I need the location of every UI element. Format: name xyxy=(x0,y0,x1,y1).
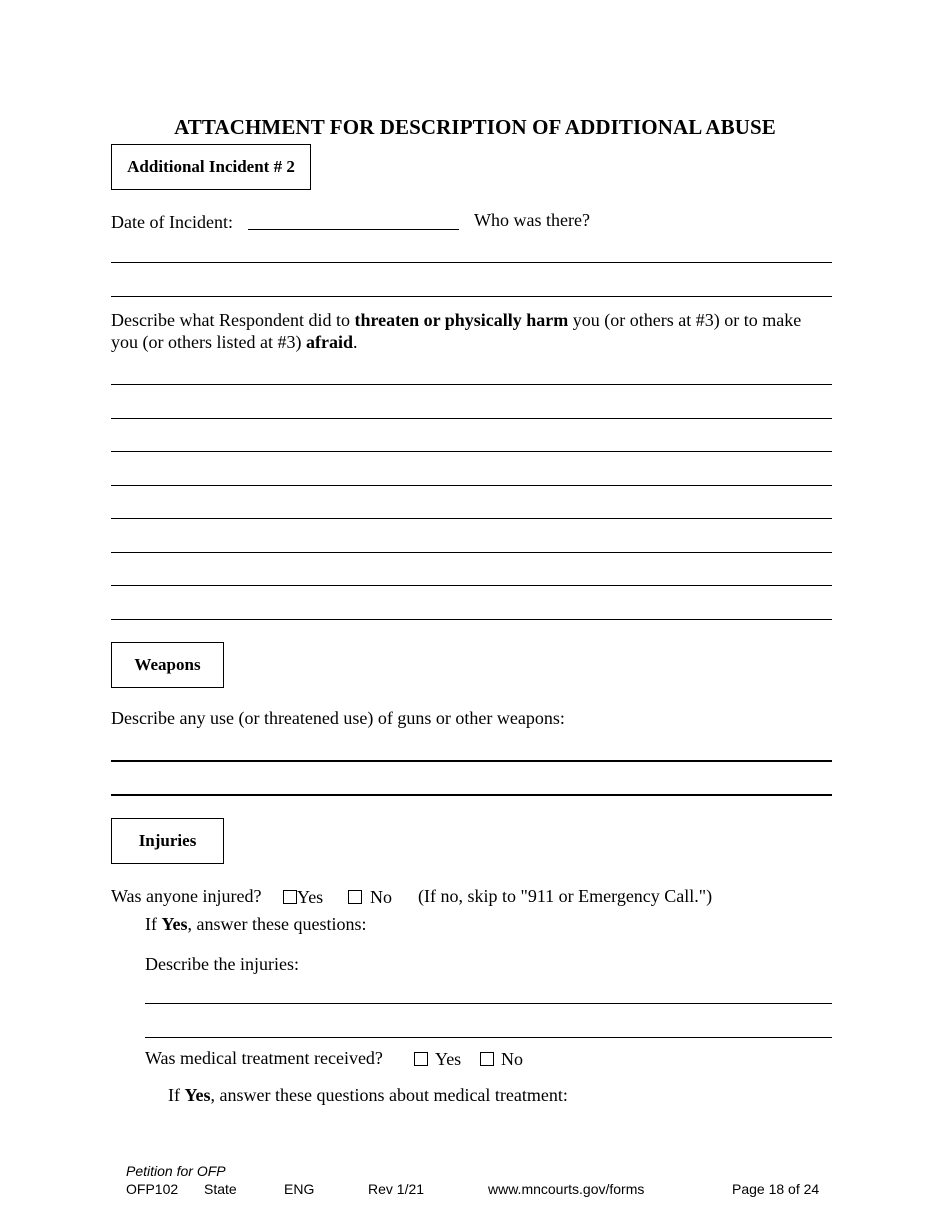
weapons-heading-label: Weapons xyxy=(134,655,201,674)
who-was-there-field-line-2[interactable] xyxy=(111,296,832,297)
medical-yes-label: Yes xyxy=(435,1049,462,1069)
medical-if-yes-rest: , answer these questions about medical treatment: xyxy=(210,1085,568,1105)
medical-if-word: If xyxy=(168,1085,185,1105)
describe-field-line-5[interactable] xyxy=(111,518,832,519)
describe-field-line-2[interactable] xyxy=(111,418,832,419)
footer-url: www.mncourts.gov/forms xyxy=(488,1181,645,1197)
footer-form-type: State xyxy=(204,1181,237,1197)
medical-yes-option[interactable] xyxy=(414,1048,461,1070)
describe-end: . xyxy=(352,332,358,352)
medical-yes-checkbox[interactable] xyxy=(414,1052,428,1066)
injured-yes-label: Yes xyxy=(297,887,324,907)
footer-language: ENG xyxy=(284,1181,315,1197)
date-of-incident-label: Date of Incident: xyxy=(111,212,233,232)
medical-no-checkbox[interactable] xyxy=(480,1052,494,1066)
injured-skip-note: (If no, skip to "911 or Emergency Call.") xyxy=(418,886,713,906)
footer-form-name: Petition for OFP xyxy=(126,1163,226,1179)
injuries-field-line-2[interactable] xyxy=(145,1037,832,1038)
describe-field-line-6[interactable] xyxy=(111,552,832,553)
anyone-injured-question: Was anyone injured? xyxy=(111,886,262,906)
describe-injuries-label: Describe the injuries: xyxy=(145,954,299,974)
injured-yes-checkbox[interactable] xyxy=(283,890,297,904)
injured-no-checkbox[interactable] xyxy=(348,890,362,904)
weapons-field-line-1[interactable] xyxy=(111,760,832,762)
footer-form-code: OFP102 xyxy=(126,1181,179,1197)
describe-bold-threaten: threaten or physically harm xyxy=(354,310,569,330)
medical-if-yes-bold: Yes xyxy=(184,1085,211,1105)
describe-middle: you (or others at #3) or to make xyxy=(568,310,802,330)
injuries-field-line-1[interactable] xyxy=(145,1003,832,1004)
injured-no-label: No xyxy=(370,887,392,907)
medical-no-label: No xyxy=(501,1049,523,1069)
medical-if-yes-instruction xyxy=(168,1084,568,1106)
injured-yes-option[interactable] xyxy=(283,886,323,908)
injuries-heading-label: Injuries xyxy=(138,831,197,850)
describe-field-line-1[interactable] xyxy=(111,384,832,385)
describe-field-line-7[interactable] xyxy=(111,585,832,586)
describe-bold-afraid: afraid xyxy=(305,332,353,352)
weapons-prompt: Describe any use (or threatened use) of guns or other weapons: xyxy=(111,708,565,728)
who-was-there-field-line-1[interactable] xyxy=(111,262,832,263)
footer-page-number: Page 18 of 24 xyxy=(732,1181,820,1197)
incident-heading-label: Additional Incident # 2 xyxy=(127,157,295,176)
footer-revision: Rev 1/21 xyxy=(368,1181,425,1197)
injuries-heading-box xyxy=(111,818,224,864)
describe-prefix: Describe what Respondent did to xyxy=(111,310,355,330)
weapons-heading-box xyxy=(111,642,224,688)
medical-no-option[interactable] xyxy=(480,1048,523,1070)
medical-treatment-question: Was medical treatment received? xyxy=(145,1048,383,1068)
weapons-field-line-2[interactable] xyxy=(111,794,832,796)
describe-field-line-4[interactable] xyxy=(111,485,832,486)
describe-line2-prefix: you (or others listed at #3) xyxy=(111,332,306,352)
describe-instructions-line-1 xyxy=(111,309,801,331)
form-title: ATTACHMENT FOR DESCRIPTION OF ADDITIONAL ABUSE xyxy=(174,115,776,139)
incident-heading-box xyxy=(111,144,311,190)
describe-field-line-3[interactable] xyxy=(111,451,832,452)
describe-field-line-8[interactable] xyxy=(111,619,832,620)
who-was-there-label: Who was there? xyxy=(474,210,590,230)
describe-instructions-line-2 xyxy=(111,331,357,353)
injured-no-option[interactable] xyxy=(348,886,392,908)
if-word: If xyxy=(145,914,162,934)
if-yes-instruction xyxy=(145,913,366,935)
if-yes-bold: Yes xyxy=(161,914,188,934)
date-of-incident-field[interactable] xyxy=(248,229,459,230)
if-yes-rest: , answer these questions: xyxy=(187,914,367,934)
